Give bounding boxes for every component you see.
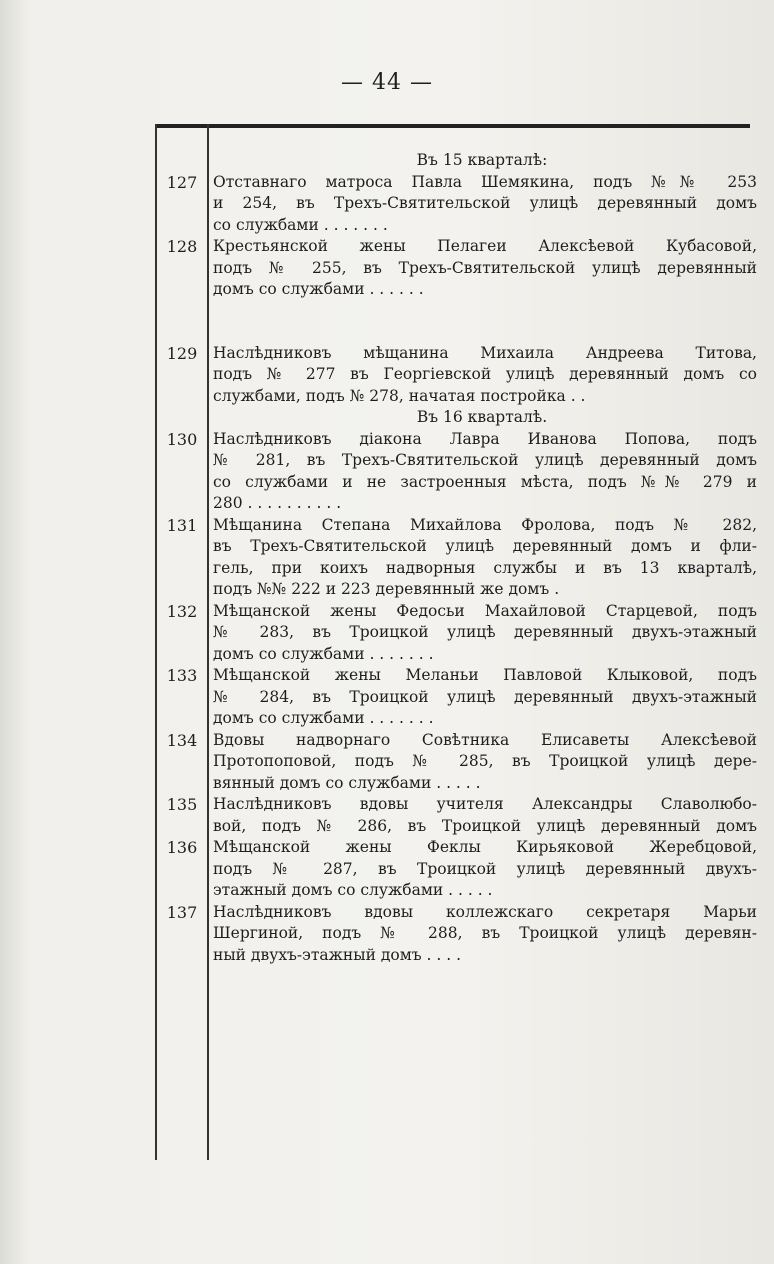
entry-number: 136 <box>166 838 198 857</box>
register-entry <box>157 515 757 601</box>
entry-number: 137 <box>166 902 198 922</box>
entry-line: вой, подъ № 286, въ Троицкой улицѣ деревянный домъ <box>213 816 757 835</box>
entry-text <box>207 730 757 795</box>
entry-text <box>207 172 757 237</box>
entry-line: въ Трехъ-Святительской улицѣ деревянный домъ и фли- <box>213 537 757 555</box>
entry-line: Мѣщанской жены Меланьи Павловой Клыковой, подъ <box>213 666 757 684</box>
entry-line: № 284, въ Троицкой улицѣ деревянный двухъ-этажный <box>213 687 757 706</box>
entry-text <box>207 665 757 730</box>
entry-line: Шергиной, подъ № 288, въ Троицкой улицѣ деревян- <box>213 924 757 942</box>
entry-line: этажный домъ со службами . . . . . <box>213 881 493 899</box>
entry-line: Крестьянской жены Пелагеи Алексѣевой Кубасовой, <box>213 237 757 255</box>
page-number: — 44 — <box>341 70 433 95</box>
entry-line: подъ №№ 222 и 223 деревянный же домъ . <box>213 580 560 598</box>
entry-line: Мѣщанина Степана Михайлова Фролова, подъ № 282, <box>213 515 757 534</box>
entry-text <box>207 902 757 967</box>
entry-line: Мѣщанской жены Феклы Кирьяковой Жеребцовой, <box>213 838 757 856</box>
entry-number: 130 <box>166 429 198 449</box>
register-entry <box>157 837 757 902</box>
register-entry <box>157 429 757 515</box>
spacer <box>157 301 757 343</box>
entry-text <box>207 343 757 408</box>
entry-line: подъ № 277 въ Георгіевской улицѣ деревянный домъ со <box>213 365 757 383</box>
register-entry <box>157 794 757 837</box>
entry-line: со службами и не застроенныя мѣста, подъ №№ 279 и <box>213 472 757 491</box>
entry-line: Отставнаго матроса Павла Шемякина, подъ №№ 253 <box>213 172 757 191</box>
entry-line: подъ № 287, въ Троицкой улицѣ деревянный двухъ- <box>213 859 757 878</box>
register-entry <box>157 902 757 967</box>
section-heading: Въ 15 кварталѣ: <box>416 151 548 169</box>
register-entry <box>157 665 757 730</box>
register-entry <box>157 730 757 795</box>
entry-text <box>207 794 757 837</box>
entry-line: со службами . . . . . . . <box>213 215 388 234</box>
entry-number: 127 <box>166 172 198 192</box>
register-entries <box>157 150 757 966</box>
entry-line: службами, подъ № 278, начатая постройка . . <box>213 386 586 405</box>
entry-number: 135 <box>166 795 198 814</box>
entry-line: 280 . . . . . . . . . . <box>213 494 342 512</box>
entry-text <box>207 429 757 515</box>
entry-number: 129 <box>166 343 198 363</box>
entry-line: Наслѣдниковъ вдовы коллежскаго секретаря Марьи <box>213 902 757 921</box>
entry-line: вянный домъ со службами . . . . . <box>213 773 481 792</box>
entry-number: 131 <box>166 515 198 535</box>
entry-line: Наслѣдниковъ діакона Лавра Иванова Попова, подъ <box>213 429 757 448</box>
entry-line: Вдовы надворнаго Совѣтника Елисаветы Алексѣевой <box>213 730 757 749</box>
entry-number: 132 <box>166 601 198 621</box>
entry-line: Мѣщанской жены Федосьи Махайловой Старцевой, подъ <box>213 601 757 620</box>
entry-text <box>207 515 757 601</box>
entry-line: домъ со службами . . . . . . . <box>213 709 434 727</box>
register-entry <box>157 343 757 408</box>
entry-line: Наслѣдниковъ мѣщанина Михаила Андреева Титова, <box>213 343 757 362</box>
register-entry <box>157 601 757 666</box>
entry-line: № 283, въ Троицкой улицѣ деревянный двухъ-этажный <box>213 623 757 641</box>
entry-line: и 254, въ Трехъ-Святительской улицѣ деревянный домъ <box>213 194 757 212</box>
top-rule <box>155 124 750 128</box>
entry-text <box>207 837 757 902</box>
entry-line: Протопоповой, подъ № 285, въ Троицкой улицѣ дере- <box>213 752 757 770</box>
entry-text <box>207 236 757 301</box>
entry-line: подъ № 255, въ Трехъ-Святительской улицѣ деревянный <box>213 258 757 277</box>
register-entry <box>157 172 757 237</box>
entry-line: домъ со службами . . . . . . <box>213 280 424 298</box>
entry-number: 133 <box>166 666 198 685</box>
entry-line: домъ со службами . . . . . . . <box>213 644 434 663</box>
entry-number: 128 <box>166 237 198 256</box>
register-entry <box>157 236 757 301</box>
entry-text <box>207 601 757 666</box>
entry-line: ный двухъ-этажный домъ . . . . <box>213 945 462 964</box>
section-heading: Въ 16 кварталѣ. <box>416 408 548 426</box>
entry-number: 134 <box>166 730 198 750</box>
entry-line: Наслѣдниковъ вдовы учителя Александры Славолюбо- <box>213 795 757 813</box>
entry-line: гель, при коихъ надворныя службы и въ 13 кварталѣ, <box>213 558 757 577</box>
entry-line: № 281, въ Трехъ-Святительской улицѣ деревянный домъ <box>213 451 757 469</box>
